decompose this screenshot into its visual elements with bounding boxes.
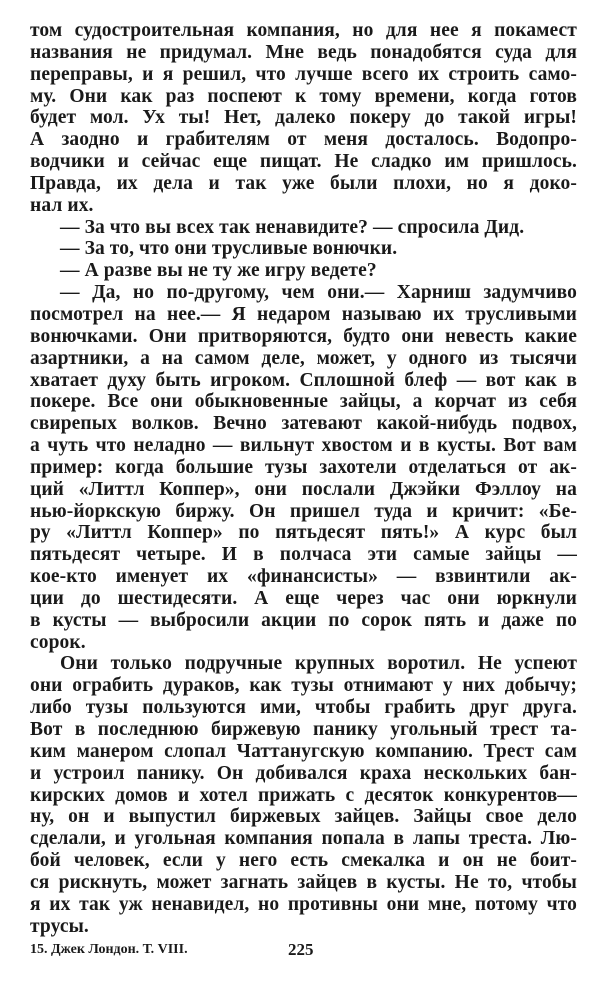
text-line: переправы, и я решил, что лучше всего их строить само- [30,63,577,85]
text-line: названия не придумал. Мне ведь понадобятся суда для [30,41,577,63]
text-line: они ограбить дураков, как тузы отнимают у них добычу; [30,675,577,697]
text-line: хватает духу быть игроком. Сплошной блеф — вот как в [30,369,577,391]
text-line: Вот в последнюю биржевую панику угольный трест та- [30,719,577,740]
text-line: бой человек, если у него есть смекалка и он не боит- [30,850,577,872]
text-line: азартники, а на самом деле, может, у одного из тысячи [30,347,577,369]
page-body-text [30,20,577,937]
text-line: А заодно и грабителям от меня досталось. Водопро- [30,129,577,151]
text-line: я их так уж ненавидел, но противны они мне, потому что [30,893,577,915]
text-line: Правда, их дела и так уже были плохи, но я доко- [30,172,577,194]
text-line: будет мол. Ух ты! Нет, далеко покеру до такой игры! [30,107,577,129]
text-line: трусы. [30,915,89,937]
text-line: покере. Все они обыкновенные зайцы, а корчат из себя [30,391,577,413]
text-line: сорок. [30,631,86,653]
text-line: либо тузы пользуются ими, чтобы грабить друг друга. [30,697,577,719]
page-number: 225 [288,940,314,959]
text-line: кирских домов и хотел прижать с десяток конкурентов— [30,784,577,806]
text-line: водчики и сейчас еще пищат. Не сладко им пришлось. [30,151,577,173]
text-line: Они только подручные крупных воротил. Не успеют [60,653,577,675]
text-line: ким манером слопал Чаттанугскую компанию. Трест сам [30,740,577,762]
text-line: посмотрел на нее.— Я недаром называю их трусливыми [30,303,577,325]
text-line: ру «Литтл Коппер» по пятьдесят пять!» А курс был [30,522,577,544]
text-line: в кусты — выбросили акции по сорок пять и даже по [30,609,577,631]
text-line: кое-кто именует их «финансисты» — взвинтили ак- [30,566,577,588]
text-line: пятьдесят четыре. И в полчаса эти самые зайцы — [30,544,577,566]
printer-signature: 15. Джек Лондон. Т. VIII. [30,942,188,957]
text-line: му. Они как раз поспеют к тому времени, когда готов [30,85,577,107]
text-line: и устроил панику. Он добивался краха нескольких бан- [30,762,577,784]
text-line: ции до шестидесяти. А еще через час они юркнули [30,587,577,609]
text-line: — За что вы всех так ненавидите? — спросила Дид. [60,216,525,238]
page-footer [30,940,577,960]
text-line: сделали, и угольная компания попала в лапы треста. Лю- [30,828,577,850]
text-line: том судостроительная компания, но для нее я покамест [30,20,577,41]
text-line: свирепых волков. Вечно затевают какой-нибудь подвох, [30,413,577,435]
text-line: а чуть что неладно — вильнут хвостом и в кусты. Вот вам [30,435,577,457]
text-line: — А разве вы не ту же игру ведете? [60,260,377,282]
text-line: ну, он и выпустил биржевых зайцев. Зайцы свое дело [30,806,577,828]
text-line: пример: когда большие тузы захотели отделаться от ак- [30,456,577,478]
text-line: — За то, что они трусливые вонючки. [60,238,398,260]
text-line: нал их. [30,194,94,216]
text-line: ций «Литтл Коппер», они послали Джэйки Фэллоу на [30,478,577,500]
text-line: вонючками. Они притворяются, будто они невесть какие [30,325,577,347]
text-line: — Да, но по-другому, чем они.— Харниш задумчиво [60,282,577,304]
text-line: нью-йоркскую биржу. Он пришел туда и кричит: «Бе- [30,500,577,522]
text-line: ся рискнуть, может загнать зайцев в кусты. Не то, чтобы [30,871,577,893]
